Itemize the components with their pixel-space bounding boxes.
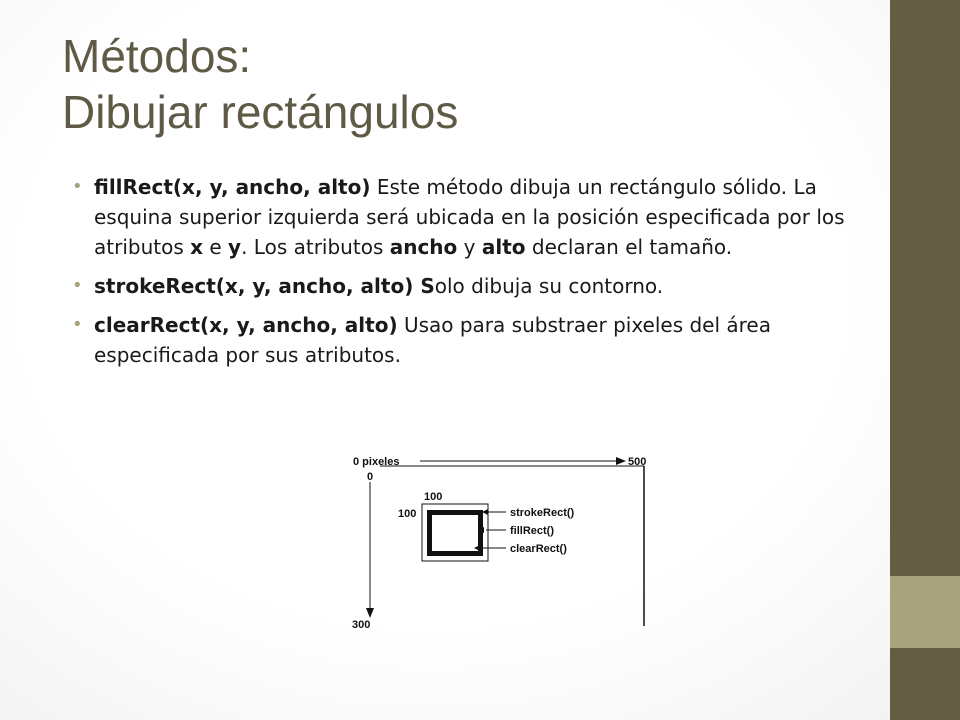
slide-title-line2: Dibujar rectángulos (62, 86, 459, 138)
bullet-text: Este método dibuja un rectángulo sólido. La esquina superior izquierda será ubicada en la posición especificada por los atributos (94, 175, 845, 259)
sidebar-accent-dark-bottom (890, 648, 960, 720)
bullet-text: Usao para substraer pixeles del área especificada por sus atributos. (94, 313, 771, 367)
bold-s: S (413, 274, 435, 298)
method-name-fillrect: fillRect(x, y, ancho, alto) (94, 175, 371, 199)
label-strokerect: strokeRect() (510, 507, 575, 519)
attr-y: y (228, 235, 242, 259)
label-clearrect: clearRect() (510, 543, 567, 555)
method-name-strokerect: strokeRect(x, y, ancho, alto) (94, 274, 414, 298)
x-arrow-head-icon (616, 457, 626, 465)
attr-alto: alto (481, 235, 526, 259)
attr-x: x (190, 235, 204, 259)
sidebar-accent-light (890, 576, 960, 648)
y-axis-zero: 0 (367, 471, 374, 483)
bullet-text: e (203, 235, 229, 259)
slide-title (62, 28, 862, 140)
clear-rect (432, 515, 478, 551)
bullet-text: declaran el tamaño. (525, 235, 733, 259)
rect-x-label: 100 (424, 491, 443, 503)
x-axis-max: 500 (628, 456, 647, 468)
bullet-item-fillrect (72, 172, 877, 262)
bullet-text: y (457, 235, 482, 259)
y-arrow-head-icon (366, 608, 374, 618)
label-fillrect: fillRect() (510, 525, 554, 537)
method-name-clearrect: clearRect(x, y, ancho, alto) (94, 313, 398, 337)
rect-y-label: 100 (398, 508, 417, 520)
sidebar-accent-dark-top (890, 0, 960, 576)
bullet-dot-icon: • (72, 275, 83, 296)
y-axis-max: 300 (352, 619, 371, 628)
x-axis-label: 0 pixeles (353, 456, 400, 468)
bullet-text: . Los atributos (241, 235, 390, 259)
bullet-list (72, 172, 877, 379)
bullet-dot-icon: • (72, 176, 83, 197)
bullet-item-strokerect (72, 271, 877, 301)
bullet-text: olo dibuja su contorno. (434, 274, 664, 298)
attr-ancho: ancho (389, 235, 458, 259)
bullet-dot-icon: • (72, 314, 83, 335)
bullet-item-clearrect (72, 310, 877, 370)
slide-title-line1: Métodos: (62, 30, 252, 82)
canvas-coordinate-diagram (340, 448, 700, 628)
